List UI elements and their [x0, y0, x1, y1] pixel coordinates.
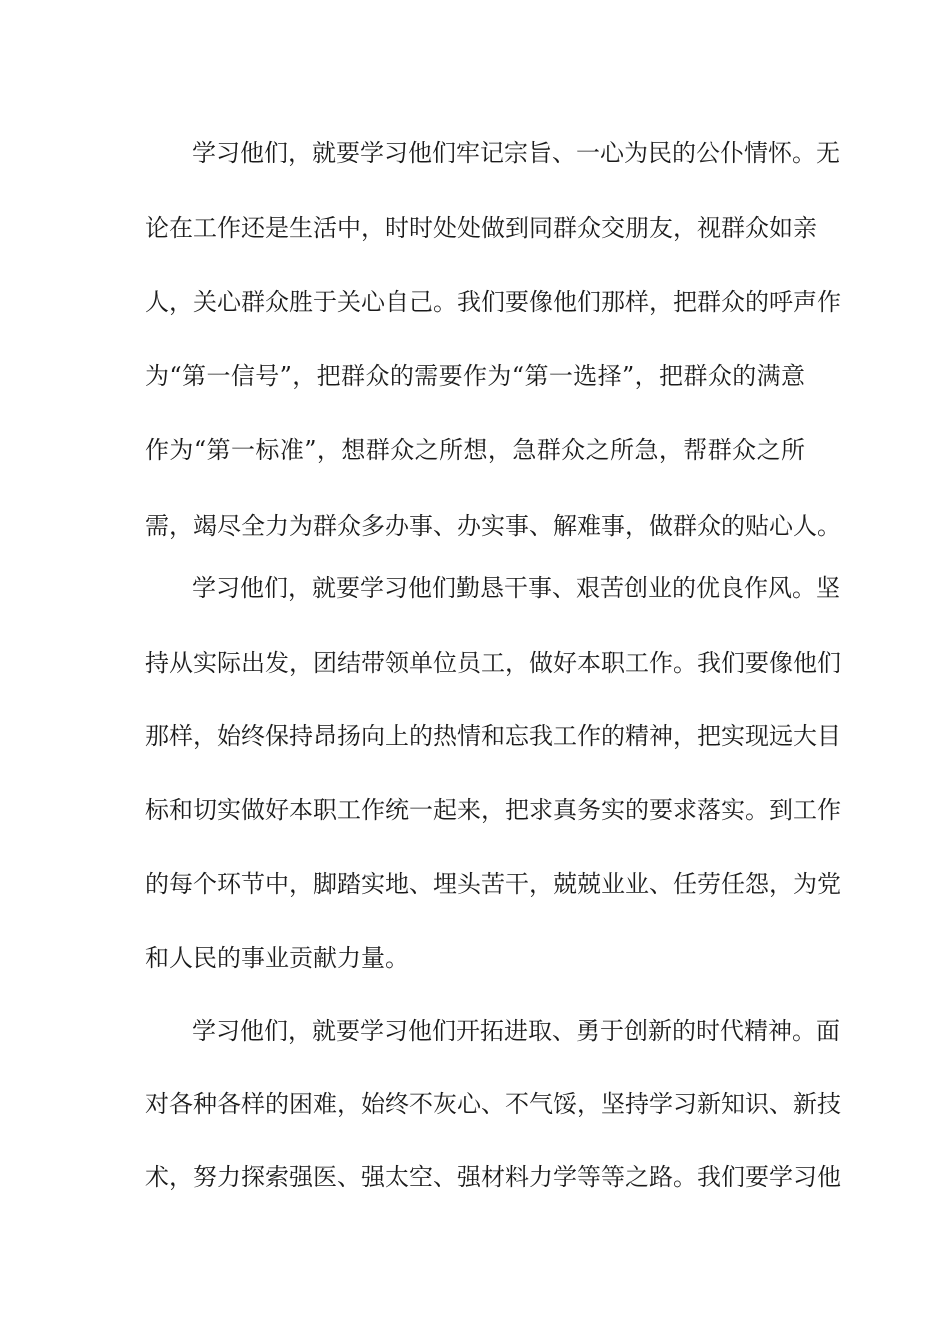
paragraph-1-line-3: 人，关心群众胜于关心自己。我们要像他们那样，把群众的呼声作	[145, 288, 841, 316]
paragraph-3-line-1: 学习他们，就要学习他们开拓进取、勇于创新的时代精神。面	[192, 1017, 840, 1045]
paragraph-2-line-5: 的每个环节中，脚踏实地、埋头苦干，兢兢业业、任劳任怨，为党	[145, 870, 841, 898]
paragraph-1-line-5: 作为“第一标准”，想群众之所想，急群众之所急，帮群众之所	[145, 436, 805, 464]
paragraph-1-line-6: 需，竭尽全力为群众多办事、办实事、解难事，做群众的贴心人。	[145, 512, 841, 540]
paragraph-2-line-3: 那样，始终保持昂扬向上的热情和忘我工作的精神，把实现远大目	[145, 722, 841, 750]
paragraph-2-line-2: 持从实际出发，团结带领单位员工，做好本职工作。我们要像他们	[145, 649, 841, 677]
paragraph-1-line-1: 学习他们，就要学习他们牢记宗旨、一心为民的公仆情怀。无	[192, 139, 840, 167]
paragraph-3-line-3: 术，努力探索强医、强太空、强材料力学等等之路。我们要学习他	[145, 1163, 841, 1191]
paragraph-1-line-2: 论在工作还是生活中，时时处处做到同群众交朋友，视群众如亲	[145, 214, 817, 242]
paragraph-3-line-2: 对各种各样的困难，始终不灰心、不气馁，坚持学习新知识、新技	[145, 1090, 841, 1118]
paragraph-1-line-4: 为“第一信号”，把群众的需要作为“第一选择”，把群众的满意	[145, 362, 805, 390]
paragraph-2-line-1: 学习他们，就要学习他们勤恳干事、艰苦创业的优良作风。坚	[192, 574, 840, 602]
paragraph-2-line-6: 和人民的事业贡献力量。	[145, 944, 409, 972]
paragraph-2-line-4: 标和切实做好本职工作统一起来，把求真务实的要求落实。到工作	[145, 796, 841, 824]
